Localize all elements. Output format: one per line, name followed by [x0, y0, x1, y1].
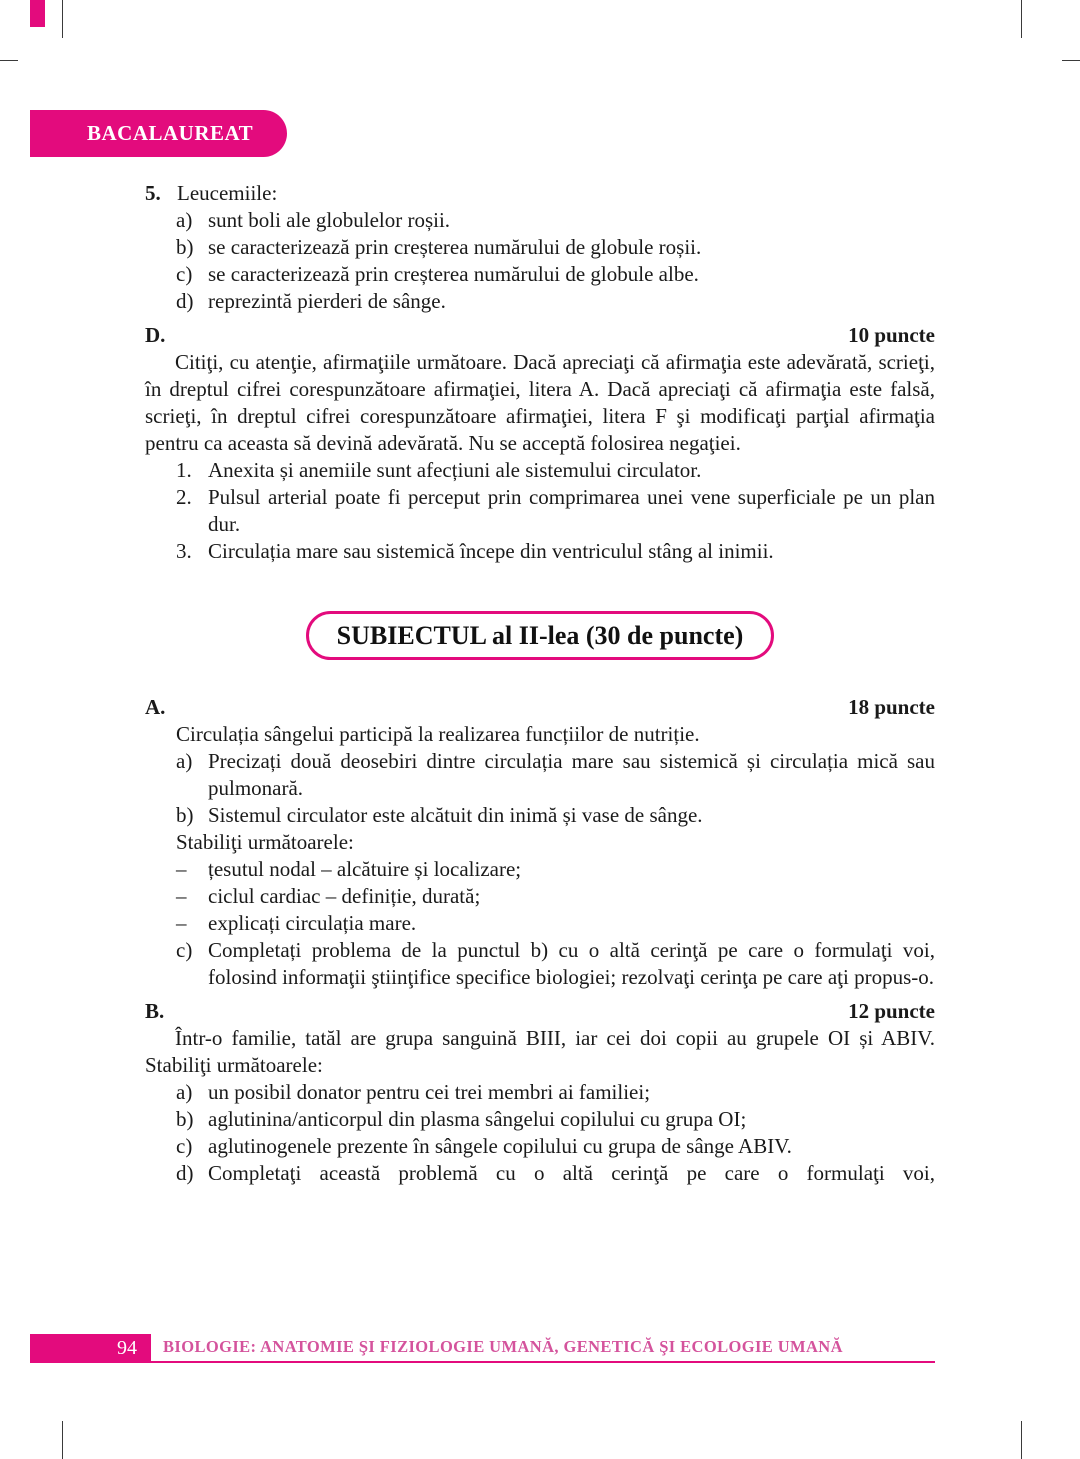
section-b-header — [145, 998, 935, 1025]
dash-item-2 — [176, 883, 935, 910]
task-label: b) — [176, 803, 194, 827]
task-c — [176, 937, 935, 991]
subject-2-title-wrap — [145, 611, 935, 660]
dash-bullet: – — [176, 884, 187, 908]
option-text: reprezintă pierderi de sânge. — [208, 289, 446, 313]
option-text: se caracterizează prin creșterea numărului de globule roșii. — [208, 235, 702, 259]
page-content — [145, 180, 935, 1187]
option-text: sunt boli ale globulelor roșii. — [208, 208, 451, 232]
task-d — [176, 1160, 935, 1187]
statement-number: 3. — [176, 539, 192, 563]
statement-text: Pulsul arterial poate fi perceput prin comprimarea unei vene superficiale pe un plan dur. — [208, 485, 935, 536]
task-a — [176, 748, 935, 802]
crop-mark-bottom-left-v — [62, 1421, 63, 1459]
bacalaureat-badge — [30, 110, 287, 157]
dash-bullet: – — [176, 857, 187, 881]
section-label: D. — [145, 323, 166, 347]
option-c — [176, 261, 935, 288]
section-points: 18 puncte — [848, 695, 935, 719]
task-text: aglutinogenele prezente în sângele copilului cu grupa de sânge ABIV. — [208, 1134, 792, 1158]
subject-2-title: SUBIECTUL al II-lea (30 de puncte) — [306, 611, 775, 660]
task-text: Completați problema de la punctul b) cu o altă cerinţă pe care o formulaţi voi, folosind informaţii ştiinţifice specifice biologiei; rezolvaţi cerinţa pe care aţi propus-o. — [208, 938, 935, 989]
footer-rule — [151, 1361, 935, 1363]
option-label: b) — [176, 235, 194, 259]
crop-mark-top-right-h — [1062, 60, 1080, 61]
statement-3 — [176, 538, 935, 565]
task-b — [176, 1106, 935, 1133]
option-label: d) — [176, 289, 194, 313]
task-label: d) — [176, 1161, 194, 1185]
stabiliti-line: Stabiliţi următoarele: — [176, 830, 354, 854]
task-a — [176, 1079, 935, 1106]
section-a-header — [145, 694, 935, 721]
section-label: A. — [145, 695, 166, 719]
question-5 — [145, 180, 935, 315]
section-label: B. — [145, 999, 165, 1023]
page-number: 94 — [117, 1337, 137, 1359]
option-a — [176, 207, 935, 234]
task-label: a) — [176, 749, 193, 773]
question-5-stem — [145, 180, 935, 207]
statement-number: 1. — [176, 458, 192, 482]
crop-mark-top-left-h — [0, 60, 18, 61]
badge-label: BACALAUREAT — [87, 121, 254, 145]
task-text: Precizați două deosebiri dintre circulația mare sau sistemică și circulația mică sau pulmonară. — [208, 749, 935, 800]
statement-2 — [176, 484, 935, 538]
statement-text: Anexita și anemiile sunt afecțiuni ale sistemului circulator. — [208, 458, 702, 482]
task-text: Sistemul circulator este alcătuit din inimă și vase de sânge. — [208, 803, 703, 827]
task-label: a) — [176, 1080, 193, 1104]
corner-accent-bleed — [30, 0, 45, 27]
dash-bullet: – — [176, 911, 187, 935]
task-b — [176, 802, 935, 829]
option-d — [176, 288, 935, 315]
option-label: a) — [176, 208, 193, 232]
crop-mark-top-right-v — [1021, 0, 1022, 38]
section-a-intro: Circulația sângelui participă la realizarea funcțiilor de nutriție. — [176, 722, 700, 746]
question-number: 5. — [145, 181, 161, 205]
dash-item-1 — [176, 856, 935, 883]
task-text: Completaţi această problemă cu o altă cerinţă pe care o formulaţi voi, — [208, 1161, 935, 1185]
statement-text: Circulația mare sau sistemică începe din ventriculul stâng al inimii. — [208, 539, 774, 563]
section-a — [145, 694, 935, 991]
section-d-header — [145, 322, 935, 349]
footer-page-number-bar — [30, 1334, 151, 1363]
task-label: b) — [176, 1107, 194, 1131]
task-text: un posibil donator pentru cei trei membri ai familiei; — [208, 1080, 651, 1104]
task-c — [176, 1133, 935, 1160]
dash-text: explicați circulația mare. — [208, 911, 417, 935]
option-text: se caracterizează prin creșterea numărului de globule albe. — [208, 262, 699, 286]
dash-text: ciclul cardiac – definiție, durată; — [208, 884, 481, 908]
section-d-intro: Citiţi, cu atenţie, afirmaţiile următoare. Dacă apreciaţi că afirmaţia este adevărată, scrieţi, în dreptul cifrei corespunzătoare afirmaţiei, litera A. Dacă apreciaţi că afirmaţia este falsă, scrieţi, în dreptul cifrei corespunzătoare afirmaţiei, litera F şi modificaţi parţial afirmaţia pentru ca aceasta să devină adevărată. Nu se acceptă folosirea negaţiei. — [145, 350, 935, 455]
crop-mark-bottom-right-v — [1021, 1421, 1022, 1459]
section-d — [145, 322, 935, 565]
task-label: c) — [176, 938, 193, 962]
section-points: 12 puncte — [848, 999, 935, 1023]
section-points: 10 puncte — [848, 323, 935, 347]
dash-item-3 — [176, 910, 935, 937]
statement-number: 2. — [176, 485, 192, 509]
crop-mark-top-left-v — [62, 0, 63, 38]
option-label: c) — [176, 262, 193, 286]
section-b-intro: Într-o familie, tatăl are grupa sanguină BIII, iar cei doi copii au grupele OI și ABIV. Stabiliţi următoarele: — [145, 1026, 935, 1077]
task-text: aglutinina/anticorpul din plasma sângelui copilului cu grupa OI; — [208, 1107, 747, 1131]
section-b — [145, 998, 935, 1187]
option-b — [176, 234, 935, 261]
footer-book-title: BIOLOGIE: ANATOMIE ŞI FIZIOLOGIE UMANĂ, GENETICĂ ŞI ECOLOGIE UMANĂ — [163, 1337, 843, 1356]
task-label: c) — [176, 1134, 193, 1158]
statement-1 — [176, 457, 935, 484]
dash-text: țesutul nodal – alcătuire și localizare; — [208, 857, 522, 881]
question-stem-text: Leucemiile: — [177, 181, 278, 205]
